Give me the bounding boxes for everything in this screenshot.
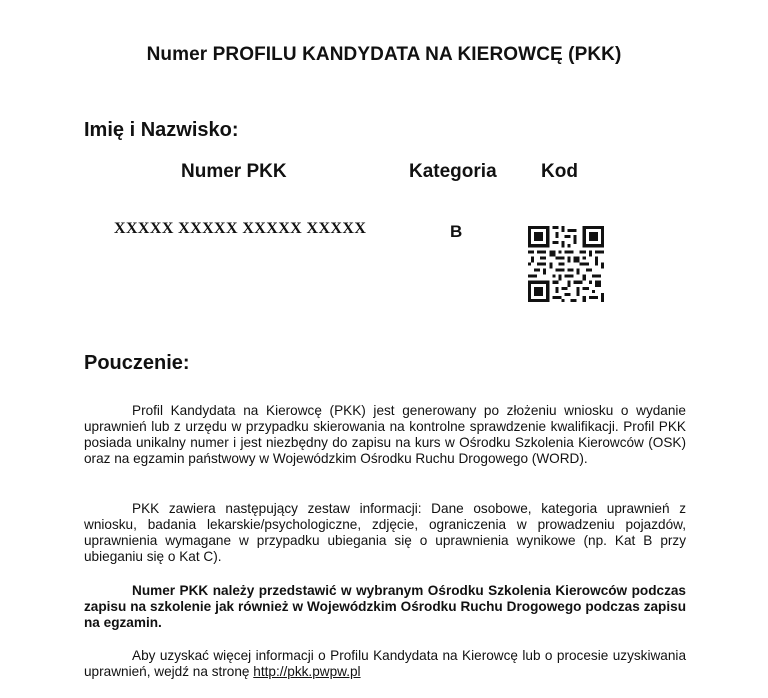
qr-code-icon [528, 226, 604, 302]
notice-paragraph-1 [84, 403, 686, 467]
category-header: Kategoria [409, 161, 497, 182]
code-header: Kod [541, 161, 578, 182]
notice-heading: Pouczenie: [84, 352, 190, 374]
notice-paragraph-4-text: Aby uzyskać więcej informacji o Profilu Kandydata na Kierowcę lub o procesie uzyskiwania uprawnień, wejdź na stronę [84, 648, 686, 679]
notice-paragraph-3-text: Numer PKK należy przedstawić w wybranym Ośrodku Szkolenia Kierowców podczas zapisu na szkolenie jak również w Wojewódzkim Ośrodku Ruchu Drogowego podczas zapisu na egzamin. [84, 583, 686, 630]
name-label: Imię i Nazwisko: [84, 119, 239, 141]
pkk-number-header: Numer PKK [181, 161, 287, 182]
notice-paragraph-3 [84, 583, 686, 631]
notice-paragraph-2-text: PKK zawiera następujący zestaw informacji: Dane osobowe, kategoria uprawnień z wniosku, badania lekarskie/psychologiczne, zdjęcie, ograniczenia w prowadzeniu pojazdów, uprawnienia wymagane w przypadku ubiegania się o uprawnienia wynikowe (np. Kat B przy ubieganiu się o Kat C). [84, 501, 686, 564]
pkk-number-value: XXXXX XXXXX XXXXX XXXXX [114, 220, 367, 237]
notice-paragraph-1-text: Profil Kandydata na Kierowcę (PKK) jest generowany po złożeniu wniosku o wydanie uprawnień lub z urzędu w przypadku skierowania na kontrolne sprawdzenie kwalifikacji. Profil PKK posiada unikalny numer i jest niezbędny do zapisu na kurs w Ośrodku Szkolenia Kierowców (OSK) oraz na egzamin państwowy w Wojewódzkim Ośrodku Ruchu Drogowego (WORD). [84, 403, 686, 466]
notice-paragraph-4 [84, 648, 686, 680]
notice-paragraph-2 [84, 501, 686, 565]
pkk-website-link[interactable]: http://pkk.pwpw.pl [253, 664, 361, 679]
page-title: Numer PROFILU KANDYDATA NA KIEROWCĘ (PKK) [146, 44, 622, 65]
category-value: B [450, 222, 463, 241]
